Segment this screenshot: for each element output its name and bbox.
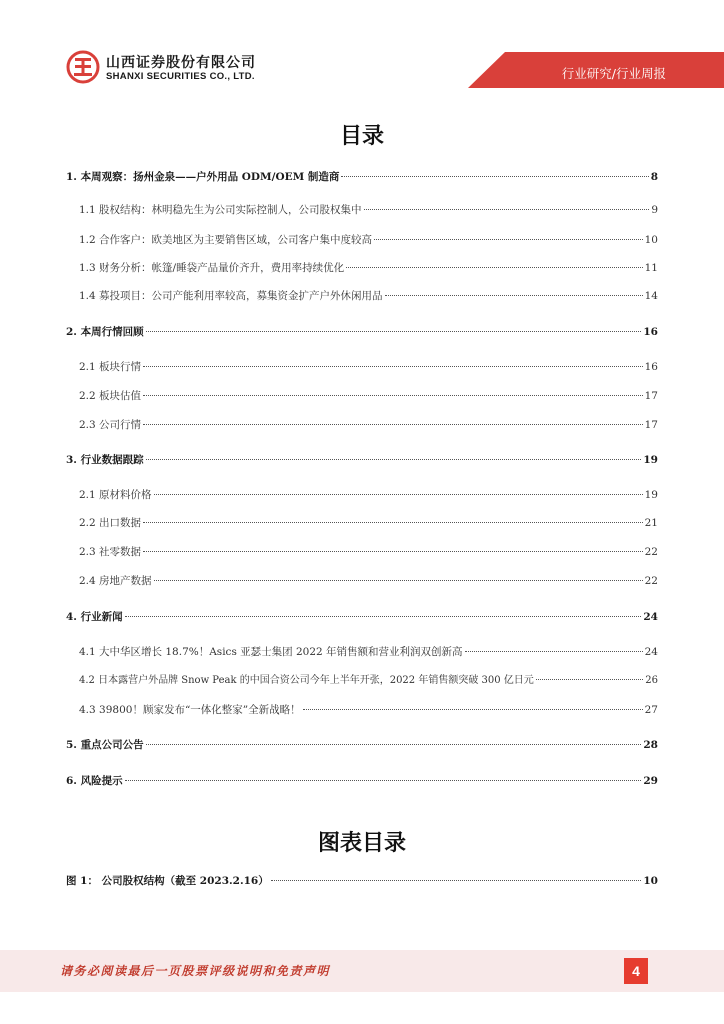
dot-leader <box>154 494 643 495</box>
toc-entry-label: 1.3 财务分析：帐篷/睡袋产品量价齐升，费用率持续优化 <box>79 262 345 274</box>
toc-entry[interactable] <box>66 738 658 752</box>
dot-leader <box>143 395 643 396</box>
toc-entry-page: 19 <box>644 489 658 501</box>
toc-entry-label: 4.1 大中华区增长 18.7%！Asics 亚瑟士集团 2022 年销售额和营业利润双创新高 <box>79 646 463 658</box>
toc-entry-page: 16 <box>644 361 658 373</box>
dot-leader <box>143 366 643 367</box>
toc-entry[interactable] <box>66 170 658 184</box>
toc-entry-label: 1.4 募投项目：公司产能利用率较高，募集资金扩产户外休闲用品 <box>79 290 383 302</box>
toc-entry-label: 2.2 出口数据 <box>79 517 142 529</box>
toc-entry[interactable] <box>66 610 658 624</box>
toc-entry-label: 6. 风险提示 <box>66 775 123 787</box>
toc-entry-page: 10 <box>644 234 658 246</box>
dot-leader <box>125 780 642 781</box>
toc-entry-label: 2.3 公司行情 <box>79 419 142 431</box>
company-name-cn: 山西证券股份有限公司 <box>106 55 256 71</box>
dot-leader <box>271 880 642 881</box>
figure-list-title: 图表目录 <box>317 831 406 856</box>
figure-entry[interactable] <box>66 874 658 888</box>
toc-entry-label: 2.2 板块估值 <box>79 390 142 402</box>
toc-entry-label: 4.2 日本露营户外品牌 Snow Peak 的中国合资公司今年上半年开张，2022 年销售额突破 300 亿日元 <box>79 675 534 686</box>
toc-entry-page: 14 <box>644 290 658 302</box>
toc-entry-label: 5. 重点公司公告 <box>66 739 144 751</box>
toc-entry[interactable] <box>79 203 658 217</box>
dot-leader <box>341 176 648 177</box>
dot-leader <box>125 616 642 617</box>
footer-disclaimer: 请务必阅读最后一页股票评级说明和免责声明 <box>60 964 331 978</box>
dot-leader <box>143 424 643 425</box>
dot-leader <box>154 580 643 581</box>
toc-entry-page: 17 <box>644 419 658 431</box>
company-name-en: SHANXI SECURITIES CO., LTD. <box>106 71 255 82</box>
header-red-band <box>0 0 724 100</box>
figure-entry-label: 图 1： 公司股权结构（截至 2023.2.16） <box>66 875 269 887</box>
toc-entry-page: 16 <box>643 326 658 338</box>
toc-entry-label: 2. 本周行情回顾 <box>66 326 144 338</box>
toc-entry-page: 11 <box>644 262 658 274</box>
toc-entry-page: 27 <box>644 704 658 716</box>
toc-entry-label: 2.3 社零数据 <box>79 546 142 558</box>
toc-entry-page: 22 <box>644 575 658 587</box>
dot-leader <box>146 331 642 332</box>
page-number: 4 <box>624 958 648 984</box>
toc-entry[interactable] <box>79 674 658 688</box>
toc-entry[interactable] <box>79 545 658 559</box>
toc-entry-page: 29 <box>643 775 658 787</box>
dot-leader <box>303 709 643 710</box>
toc-entry[interactable] <box>79 488 658 502</box>
figure-entry-page: 10 <box>643 875 658 887</box>
dot-leader <box>536 679 643 680</box>
toc-entry[interactable] <box>79 233 658 247</box>
toc-entry[interactable] <box>79 418 658 432</box>
toc-entry-label: 1.1 股权结构：林明稳先生为公司实际控制人，公司股权集中 <box>79 204 362 216</box>
toc-entry-page: 17 <box>644 390 658 402</box>
toc-entry-label: 2.1 原材料价格 <box>79 489 152 501</box>
toc-entry[interactable] <box>79 360 658 374</box>
toc-entry-label: 3. 行业数据跟踪 <box>66 454 144 466</box>
toc-entry-page: 8 <box>650 171 658 183</box>
toc-entry[interactable] <box>66 453 658 467</box>
toc-entry-label: 2.1 板块行情 <box>79 361 142 373</box>
toc-entry[interactable] <box>79 289 658 303</box>
toc-entry[interactable] <box>79 574 658 588</box>
dot-leader <box>146 459 642 460</box>
dot-leader <box>346 267 643 268</box>
toc-entry-page: 24 <box>644 646 658 658</box>
toc-entry-label: 4. 行业新闻 <box>66 611 123 623</box>
toc-entry-label: 1. 本周观察：扬州金泉——户外用品 ODM/OEM 制造商 <box>66 171 340 183</box>
toc-entry[interactable] <box>79 261 658 275</box>
toc-entry[interactable] <box>79 703 658 717</box>
toc-entry[interactable] <box>79 516 658 530</box>
toc-title: 目录 <box>339 124 384 149</box>
toc-entry-label: 2.4 房地产数据 <box>79 575 152 587</box>
toc-entry[interactable] <box>66 774 658 788</box>
toc-entry-page: 9 <box>651 204 658 216</box>
toc-entry-page: 28 <box>643 739 658 751</box>
toc-entry[interactable] <box>79 389 658 403</box>
page-header <box>0 0 724 100</box>
toc-entry-page: 24 <box>643 611 658 623</box>
report-category: 行业研究/行业周报 <box>561 66 666 81</box>
company-logo-icon <box>66 50 100 84</box>
toc-entry-page: 26 <box>645 675 658 686</box>
dot-leader <box>143 551 643 552</box>
dot-leader <box>146 744 642 745</box>
dot-leader <box>364 209 650 210</box>
dot-leader <box>385 295 643 296</box>
toc-entry[interactable] <box>66 325 658 339</box>
toc-entry-label: 1.2 合作客户：欧美地区为主要销售区域，公司客户集中度较高 <box>79 234 373 246</box>
dot-leader <box>143 522 643 523</box>
toc-entry-page: 19 <box>643 454 658 466</box>
dot-leader <box>374 239 643 240</box>
toc-entry-page: 21 <box>644 517 658 529</box>
toc-entry-page: 22 <box>644 546 658 558</box>
toc-entry-label: 4.3 39800！顾家发布“一体化整家”全新战略！ <box>79 704 301 716</box>
toc-entry[interactable] <box>79 645 658 659</box>
dot-leader <box>465 651 643 652</box>
